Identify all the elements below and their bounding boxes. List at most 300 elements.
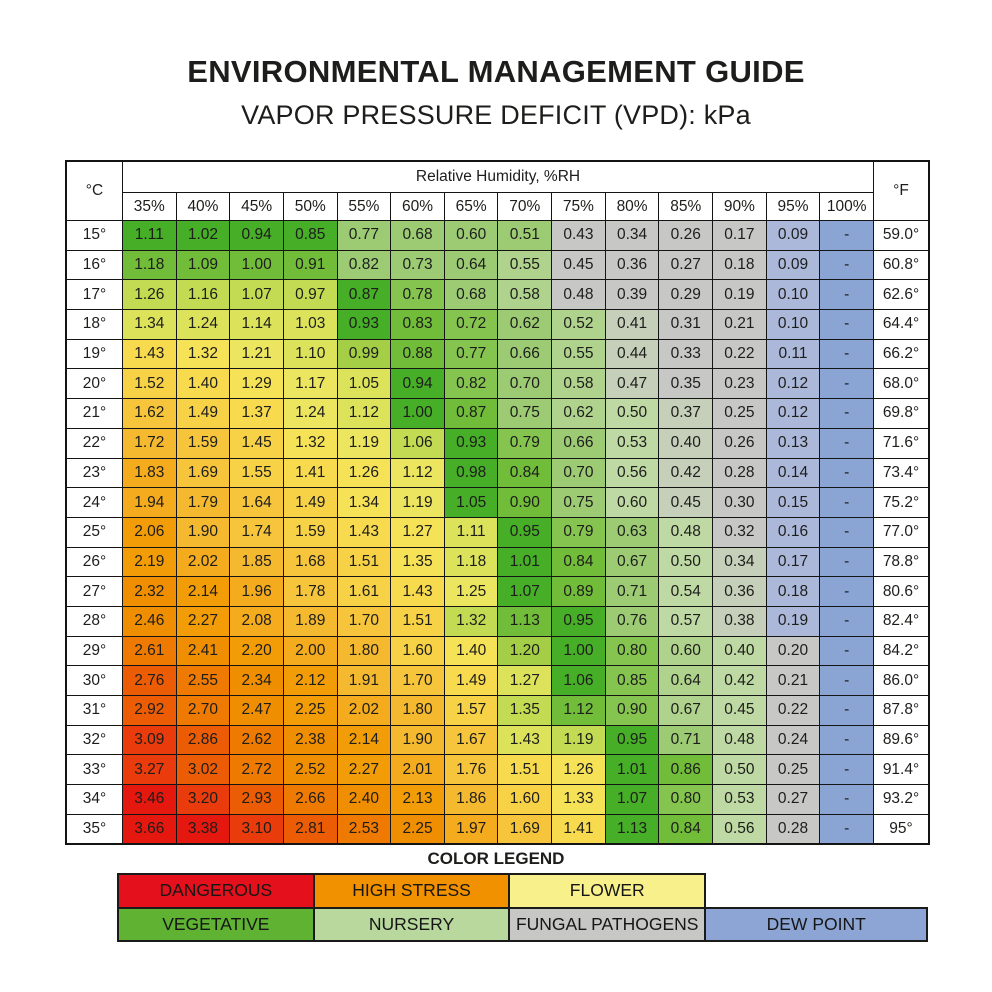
vpd-cell: 0.82 <box>337 250 391 280</box>
vpd-cell: 1.94 <box>123 488 177 518</box>
vpd-cell: 3.10 <box>230 814 284 844</box>
vpd-cell: 1.13 <box>605 814 659 844</box>
vpd-cell: 0.97 <box>283 280 337 310</box>
vpd-cell: 0.31 <box>659 310 713 340</box>
celsius-value: 23° <box>66 458 123 488</box>
vpd-cell: 0.57 <box>659 606 713 636</box>
vpd-cell: 0.93 <box>337 310 391 340</box>
table-row <box>66 339 929 369</box>
vpd-cell: 1.12 <box>337 399 391 429</box>
table-row <box>66 250 929 280</box>
vpd-cell: 1.55 <box>230 458 284 488</box>
vpd-cell: 1.10 <box>283 339 337 369</box>
vpd-cell: 0.87 <box>337 280 391 310</box>
vpd-cell: 1.78 <box>283 577 337 607</box>
vpd-cell: 1.69 <box>498 814 552 844</box>
vpd-cell: - <box>820 458 874 488</box>
celsius-value: 15° <box>66 221 123 251</box>
celsius-value: 24° <box>66 488 123 518</box>
table-row <box>66 280 929 310</box>
vpd-cell: 1.12 <box>391 458 445 488</box>
vpd-cell: 0.79 <box>552 517 606 547</box>
humidity-column-label: 60% <box>391 193 445 221</box>
legend-item: DANGEROUS <box>117 873 315 909</box>
vpd-cell: 1.62 <box>123 399 177 429</box>
vpd-cell: 1.74 <box>230 517 284 547</box>
page-title: ENVIRONMENTAL MANAGEMENT GUIDE <box>187 54 805 89</box>
fahrenheit-value: 80.6° <box>874 577 930 607</box>
vpd-cell: 0.64 <box>444 250 498 280</box>
vpd-cell: 0.12 <box>766 369 820 399</box>
vpd-cell: 1.05 <box>444 488 498 518</box>
vpd-cell: 0.70 <box>552 458 606 488</box>
vpd-cell: 0.99 <box>337 339 391 369</box>
vpd-cell: 2.61 <box>123 636 177 666</box>
vpd-cell: 2.52 <box>283 755 337 785</box>
vpd-cell: 0.47 <box>605 369 659 399</box>
fahrenheit-value: 86.0° <box>874 666 930 696</box>
vpd-cell: 1.24 <box>283 399 337 429</box>
vpd-cell: 0.71 <box>659 725 713 755</box>
vpd-cell: 1.13 <box>498 606 552 636</box>
vpd-cell: 0.22 <box>713 339 767 369</box>
table-row <box>66 399 929 429</box>
vpd-cell: 2.62 <box>230 725 284 755</box>
vpd-cell: 1.19 <box>391 488 445 518</box>
vpd-cell: 0.48 <box>713 725 767 755</box>
vpd-cell: 1.49 <box>283 488 337 518</box>
vpd-cell: - <box>820 339 874 369</box>
vpd-cell: 1.05 <box>337 369 391 399</box>
vpd-cell: 1.32 <box>176 339 230 369</box>
vpd-cell: - <box>820 250 874 280</box>
fahrenheit-value: 64.4° <box>874 310 930 340</box>
celsius-value: 27° <box>66 577 123 607</box>
vpd-cell: 1.59 <box>283 517 337 547</box>
vpd-cell: 1.40 <box>444 636 498 666</box>
vpd-cell: 1.25 <box>444 577 498 607</box>
vpd-cell: 0.19 <box>766 606 820 636</box>
vpd-cell: 1.34 <box>123 310 177 340</box>
vpd-cell: 1.03 <box>283 310 337 340</box>
table-row <box>66 636 929 666</box>
vpd-cell: - <box>820 369 874 399</box>
vpd-cell: 0.44 <box>605 339 659 369</box>
vpd-cell: 0.83 <box>391 310 445 340</box>
vpd-cell: 1.18 <box>444 547 498 577</box>
table-row <box>66 488 929 518</box>
vpd-cell: 0.54 <box>659 577 713 607</box>
humidity-column-label: 45% <box>230 193 284 221</box>
vpd-cell: 0.26 <box>659 221 713 251</box>
fahrenheit-value: 95° <box>874 814 930 844</box>
vpd-cell: 1.90 <box>391 725 445 755</box>
vpd-cell: 1.85 <box>230 547 284 577</box>
vpd-cell: 1.35 <box>498 696 552 726</box>
vpd-cell: 0.16 <box>766 517 820 547</box>
vpd-cell: 2.34 <box>230 666 284 696</box>
vpd-cell: 0.80 <box>605 636 659 666</box>
vpd-cell: 0.55 <box>552 339 606 369</box>
vpd-cell: 0.40 <box>659 428 713 458</box>
celsius-value: 19° <box>66 339 123 369</box>
vpd-cell: 0.95 <box>605 725 659 755</box>
vpd-cell: 1.09 <box>176 250 230 280</box>
vpd-cell: 1.83 <box>123 458 177 488</box>
vpd-cell: 0.17 <box>766 547 820 577</box>
table-row <box>66 310 929 340</box>
vpd-cell: 1.41 <box>552 814 606 844</box>
vpd-cell: 1.43 <box>391 577 445 607</box>
vpd-cell: 2.40 <box>337 785 391 815</box>
celsius-value: 17° <box>66 280 123 310</box>
vpd-cell: 0.56 <box>713 814 767 844</box>
vpd-cell: 0.56 <box>605 458 659 488</box>
vpd-cell: - <box>820 755 874 785</box>
vpd-cell: 0.95 <box>552 606 606 636</box>
vpd-cell: 0.84 <box>552 547 606 577</box>
vpd-cell: 1.41 <box>283 458 337 488</box>
fahrenheit-value: 91.4° <box>874 755 930 785</box>
vpd-cell: 1.27 <box>498 666 552 696</box>
vpd-cell: 0.93 <box>444 428 498 458</box>
vpd-cell: 2.70 <box>176 696 230 726</box>
vpd-cell: 1.19 <box>552 725 606 755</box>
vpd-cell: 0.51 <box>498 221 552 251</box>
legend-row-2 <box>117 909 928 943</box>
vpd-cell: - <box>820 636 874 666</box>
vpd-cell: 0.21 <box>766 666 820 696</box>
vpd-cell: 0.86 <box>659 755 713 785</box>
vpd-cell: 1.49 <box>444 666 498 696</box>
vpd-cell: 0.50 <box>605 399 659 429</box>
vpd-cell: 0.98 <box>444 458 498 488</box>
vpd-cell: - <box>820 666 874 696</box>
vpd-cell: 2.93 <box>230 785 284 815</box>
vpd-cell: 0.12 <box>766 399 820 429</box>
vpd-cell: 0.43 <box>552 221 606 251</box>
vpd-cell: - <box>820 517 874 547</box>
vpd-cell: - <box>820 725 874 755</box>
vpd-cell: 2.14 <box>176 577 230 607</box>
vpd-cell: 1.32 <box>283 428 337 458</box>
vpd-cell: 0.76 <box>605 606 659 636</box>
fahrenheit-value: 68.0° <box>874 369 930 399</box>
vpd-cell: 1.14 <box>230 310 284 340</box>
vpd-cell: 1.86 <box>444 785 498 815</box>
vpd-cell: 1.07 <box>605 785 659 815</box>
vpd-cell: 0.82 <box>444 369 498 399</box>
vpd-cell: 0.18 <box>766 577 820 607</box>
vpd-cell: 3.46 <box>123 785 177 815</box>
vpd-cell: 3.27 <box>123 755 177 785</box>
vpd-cell: 2.66 <box>283 785 337 815</box>
vpd-cell: 3.02 <box>176 755 230 785</box>
vpd-cell: 0.77 <box>444 339 498 369</box>
vpd-cell: 1.67 <box>444 725 498 755</box>
vpd-cell: 1.61 <box>337 577 391 607</box>
vpd-cell: 2.02 <box>176 547 230 577</box>
fahrenheit-value: 77.0° <box>874 517 930 547</box>
vpd-cell: 0.10 <box>766 310 820 340</box>
legend-row-1 <box>117 873 928 909</box>
vpd-cell: 0.21 <box>713 310 767 340</box>
celsius-value: 26° <box>66 547 123 577</box>
vpd-cell: 1.70 <box>391 666 445 696</box>
fahrenheit-value: 78.8° <box>874 547 930 577</box>
celsius-value: 21° <box>66 399 123 429</box>
vpd-cell: 0.60 <box>444 221 498 251</box>
vpd-cell: 0.28 <box>713 458 767 488</box>
vpd-cell: 0.91 <box>283 250 337 280</box>
celsius-value: 31° <box>66 696 123 726</box>
vpd-cell: 0.85 <box>605 666 659 696</box>
vpd-cell: 2.25 <box>283 696 337 726</box>
vpd-cell: 1.26 <box>337 458 391 488</box>
vpd-cell: 1.80 <box>337 636 391 666</box>
vpd-cell: 1.19 <box>337 428 391 458</box>
vpd-cell: 1.96 <box>230 577 284 607</box>
vpd-cell: 0.36 <box>605 250 659 280</box>
humidity-column-label: 70% <box>498 193 552 221</box>
table-row <box>66 369 929 399</box>
vpd-cell: 0.88 <box>391 339 445 369</box>
vpd-cell: 0.84 <box>659 814 713 844</box>
vpd-cell: 1.35 <box>391 547 445 577</box>
fahrenheit-value: 89.6° <box>874 725 930 755</box>
vpd-cell: 0.62 <box>498 310 552 340</box>
vpd-cell: 1.57 <box>444 696 498 726</box>
vpd-cell: 0.38 <box>713 606 767 636</box>
vpd-cell: 0.48 <box>659 517 713 547</box>
vpd-cell: 2.55 <box>176 666 230 696</box>
vpd-cell: - <box>820 577 874 607</box>
vpd-cell: 1.90 <box>176 517 230 547</box>
vpd-cell: 1.51 <box>337 547 391 577</box>
celsius-value: 33° <box>66 755 123 785</box>
table-row <box>66 814 929 844</box>
vpd-cell: 2.19 <box>123 547 177 577</box>
vpd-cell: 2.02 <box>337 696 391 726</box>
vpd-cell: 3.38 <box>176 814 230 844</box>
vpd-cell: 2.06 <box>123 517 177 547</box>
vpd-cell: 1.43 <box>337 517 391 547</box>
vpd-cell: 1.01 <box>498 547 552 577</box>
vpd-cell: 3.20 <box>176 785 230 815</box>
vpd-cell: - <box>820 814 874 844</box>
vpd-cell: 0.26 <box>713 428 767 458</box>
vpd-cell: 0.60 <box>605 488 659 518</box>
vpd-cell: 1.01 <box>605 755 659 785</box>
vpd-cell: 1.60 <box>391 636 445 666</box>
vpd-cell: 0.79 <box>498 428 552 458</box>
vpd-cell: 1.51 <box>498 755 552 785</box>
vpd-cell: 1.00 <box>230 250 284 280</box>
vpd-cell: 1.60 <box>498 785 552 815</box>
legend-item: VEGETATIVE <box>117 907 315 943</box>
table-row <box>66 517 929 547</box>
vpd-cell: 2.38 <box>283 725 337 755</box>
color-legend <box>117 873 928 942</box>
vpd-cell: 0.45 <box>659 488 713 518</box>
vpd-cell: 0.70 <box>498 369 552 399</box>
vpd-cell: 0.42 <box>659 458 713 488</box>
vpd-cell: 1.11 <box>123 221 177 251</box>
vpd-cell: 0.13 <box>766 428 820 458</box>
vpd-cell: 0.37 <box>659 399 713 429</box>
vpd-cell: - <box>820 606 874 636</box>
vpd-cell: 0.64 <box>659 666 713 696</box>
vpd-cell: 2.01 <box>391 755 445 785</box>
fahrenheit-value: 75.2° <box>874 488 930 518</box>
vpd-cell: 1.45 <box>230 428 284 458</box>
vpd-cell: 0.33 <box>659 339 713 369</box>
vpd-cell: 2.08 <box>230 606 284 636</box>
vpd-cell: 2.12 <box>283 666 337 696</box>
vpd-cell: 0.87 <box>444 399 498 429</box>
table-row <box>66 458 929 488</box>
humidity-column-label: 65% <box>444 193 498 221</box>
vpd-cell: 0.60 <box>659 636 713 666</box>
vpd-cell: 1.02 <box>176 221 230 251</box>
vpd-cell: 0.24 <box>766 725 820 755</box>
vpd-cell: - <box>820 785 874 815</box>
vpd-cell: 0.27 <box>766 785 820 815</box>
vpd-cell: 0.78 <box>391 280 445 310</box>
vpd-cell: 0.32 <box>713 517 767 547</box>
vpd-cell: 0.34 <box>605 221 659 251</box>
vpd-table <box>65 160 930 845</box>
vpd-cell: 2.27 <box>337 755 391 785</box>
vpd-cell: - <box>820 280 874 310</box>
page-subtitle: VAPOR PRESSURE DEFICIT (VPD): kPa <box>241 100 751 130</box>
vpd-cell: 0.40 <box>713 636 767 666</box>
vpd-cell: - <box>820 399 874 429</box>
vpd-cell: 0.22 <box>766 696 820 726</box>
vpd-cell: 0.19 <box>713 280 767 310</box>
vpd-cell: 1.16 <box>176 280 230 310</box>
celsius-value: 22° <box>66 428 123 458</box>
fahrenheit-value: 69.8° <box>874 399 930 429</box>
vpd-cell: 1.64 <box>230 488 284 518</box>
vpd-cell: 1.33 <box>552 785 606 815</box>
humidity-column-label: 85% <box>659 193 713 221</box>
vpd-cell: 0.90 <box>605 696 659 726</box>
vpd-cell: 0.39 <box>605 280 659 310</box>
vpd-cell: 1.29 <box>230 369 284 399</box>
table-row <box>66 666 929 696</box>
vpd-cell: 0.41 <box>605 310 659 340</box>
vpd-cell: 0.66 <box>498 339 552 369</box>
vpd-cell: 0.53 <box>713 785 767 815</box>
table-row <box>66 725 929 755</box>
vpd-cell: 1.06 <box>391 428 445 458</box>
table-row <box>66 547 929 577</box>
vpd-cell: 0.58 <box>498 280 552 310</box>
vpd-cell: 0.45 <box>713 696 767 726</box>
vpd-cell: 0.42 <box>713 666 767 696</box>
legend-item: NURSERY <box>313 907 511 943</box>
vpd-cell: 1.40 <box>176 369 230 399</box>
vpd-cell: 0.90 <box>498 488 552 518</box>
legend-item: HIGH STRESS <box>313 873 511 909</box>
vpd-cell: 1.91 <box>337 666 391 696</box>
vpd-cell: 1.32 <box>444 606 498 636</box>
vpd-cell: 0.50 <box>713 755 767 785</box>
vpd-cell: 1.06 <box>552 666 606 696</box>
vpd-cell: 0.89 <box>552 577 606 607</box>
celsius-value: 29° <box>66 636 123 666</box>
table-row <box>66 428 929 458</box>
legend-item: DEW POINT <box>704 907 928 943</box>
fahrenheit-value: 71.6° <box>874 428 930 458</box>
fahrenheit-value: 84.2° <box>874 636 930 666</box>
vpd-cell: 2.20 <box>230 636 284 666</box>
vpd-cell: 2.32 <box>123 577 177 607</box>
vpd-cell: 2.25 <box>391 814 445 844</box>
vpd-cell: - <box>820 428 874 458</box>
table-row <box>66 696 929 726</box>
vpd-cell: 3.66 <box>123 814 177 844</box>
legend-item: FUNGAL PATHOGENS <box>508 907 706 943</box>
vpd-cell: 1.70 <box>337 606 391 636</box>
vpd-cell: 1.97 <box>444 814 498 844</box>
vpd-cell: 1.79 <box>176 488 230 518</box>
vpd-cell: - <box>820 310 874 340</box>
vpd-cell: 0.15 <box>766 488 820 518</box>
vpd-cell: 1.00 <box>552 636 606 666</box>
vpd-cell: 1.89 <box>283 606 337 636</box>
vpd-cell: 0.30 <box>713 488 767 518</box>
vpd-cell: 0.25 <box>713 399 767 429</box>
celsius-value: 16° <box>66 250 123 280</box>
humidity-header: Relative Humidity, %RH <box>123 161 874 193</box>
vpd-cell: 0.67 <box>659 696 713 726</box>
vpd-cell: 2.00 <box>283 636 337 666</box>
vpd-cell: 0.95 <box>498 517 552 547</box>
vpd-cell: 1.17 <box>283 369 337 399</box>
vpd-cell: 1.07 <box>230 280 284 310</box>
fahrenheit-value: 62.6° <box>874 280 930 310</box>
celsius-value: 28° <box>66 606 123 636</box>
vpd-cell: 1.51 <box>391 606 445 636</box>
vpd-cell: 2.76 <box>123 666 177 696</box>
vpd-cell: 0.94 <box>230 221 284 251</box>
vpd-cell: 0.27 <box>659 250 713 280</box>
fahrenheit-value: 87.8° <box>874 696 930 726</box>
vpd-cell: 0.77 <box>337 221 391 251</box>
vpd-cell: 1.43 <box>498 725 552 755</box>
vpd-cell: 0.67 <box>605 547 659 577</box>
vpd-cell: 0.36 <box>713 577 767 607</box>
vpd-cell: - <box>820 547 874 577</box>
vpd-cell: 0.85 <box>283 221 337 251</box>
vpd-cell: 0.18 <box>713 250 767 280</box>
humidity-column-label: 55% <box>337 193 391 221</box>
vpd-cell: 0.28 <box>766 814 820 844</box>
vpd-cell: 0.45 <box>552 250 606 280</box>
vpd-cell: 0.80 <box>659 785 713 815</box>
vpd-cell: 0.23 <box>713 369 767 399</box>
vpd-cell: 0.73 <box>391 250 445 280</box>
celsius-value: 35° <box>66 814 123 844</box>
vpd-cell: 0.75 <box>498 399 552 429</box>
humidity-column-label: 80% <box>605 193 659 221</box>
vpd-cell: 2.92 <box>123 696 177 726</box>
vpd-cell: 2.72 <box>230 755 284 785</box>
vpd-cell: 0.20 <box>766 636 820 666</box>
vpd-cell: 1.37 <box>230 399 284 429</box>
